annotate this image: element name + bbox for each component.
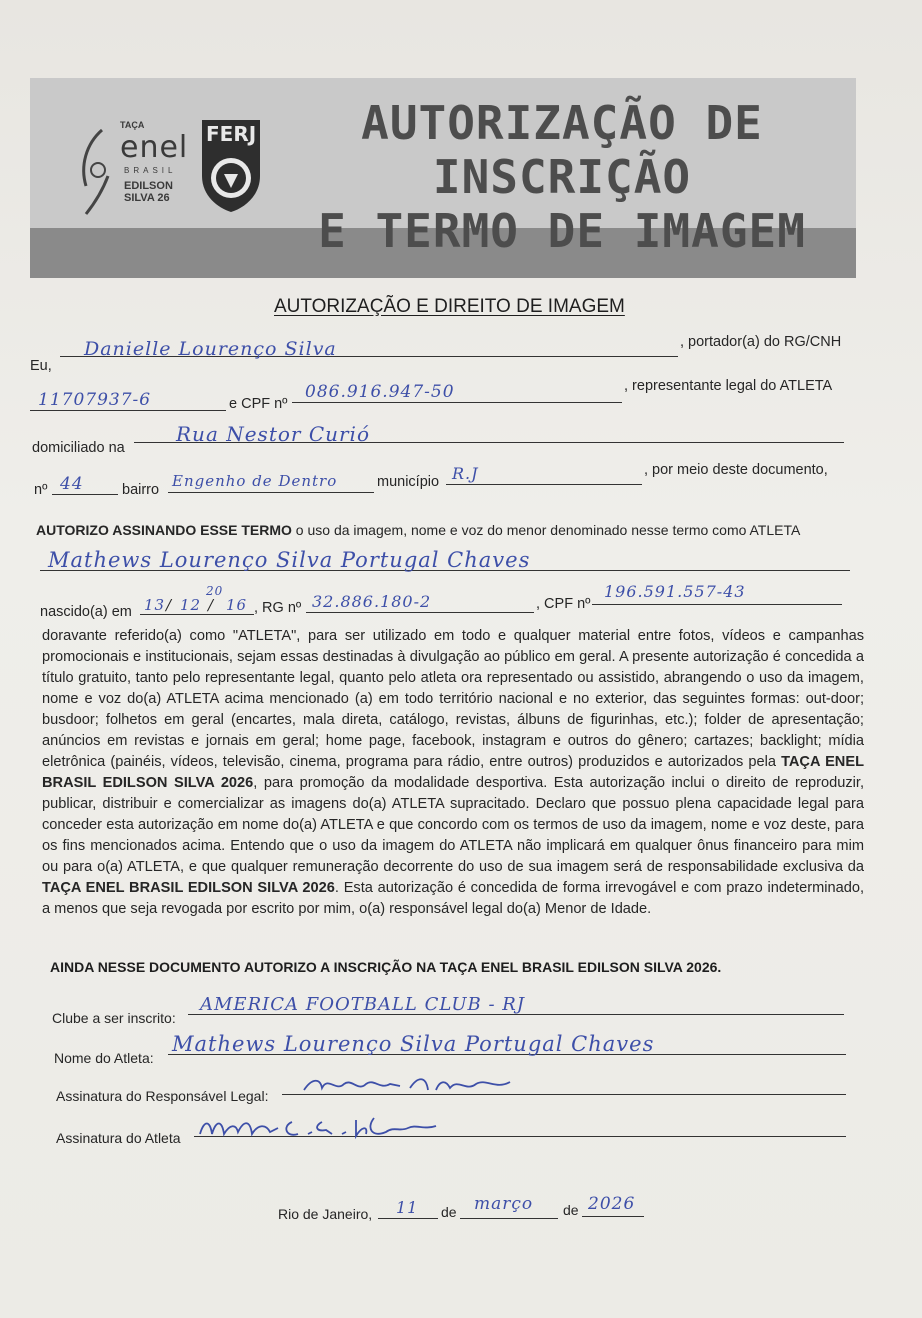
cpf-value: 086.916.947-50 [305,382,455,402]
date-year: 2026 [588,1194,636,1214]
ferj-logo [200,118,262,214]
nome-atleta-value: Mathews Lourenço Silva Portugal Chaves [172,1032,655,1056]
nascimento-year-prefix: 20 [206,584,224,598]
domicilio-label: domiciliado na [32,440,125,456]
date-month: março [474,1194,534,1214]
nascimento-month: 12 [180,596,202,614]
clube-label: Clube a ser inscrito: [52,1010,176,1026]
date-de-2: de [563,1202,579,1218]
logo-taca-text: TAÇA [120,120,145,130]
municipio-label: município [377,474,440,490]
numero-label: nº [34,482,48,498]
clube-value: AMERICA FOOTBALL CLUB - RJ [200,994,526,1015]
section-heading: AUTORIZAÇÃO E DIREITO DE IMAGEM [274,296,625,317]
assinatura-responsavel-label: Assinatura do Responsável Legal: [56,1088,269,1104]
domicilio-value: Rua Nestor Curió [176,422,370,446]
logo-edilson-text: EDILSON SILVA 26 [124,180,173,204]
nome-atleta-label: Nome do Atleta: [54,1050,154,1066]
nascido-label: nascido(a) em [40,604,132,620]
bairro-label: bairro [122,482,160,498]
documento-label: , por meio deste documento, [644,462,828,478]
municipio-value: R.J [452,464,479,483]
rg-label: , portador(a) do RG/CNH [680,334,842,350]
numero-value: 44 [60,474,84,494]
title-line-2: E TERMO DE IMAGEM [318,204,806,258]
taca-enel-logo [72,120,192,220]
inscricao-heading: AINDA NESSE DOCUMENTO AUTORIZO A INSCRIÇÃO NA TAÇA ENEL BRASIL EDILSON SILVA 2026. [50,959,722,975]
bairro-value: Engenho de Dentro [172,472,338,490]
rg-value: 11707937-6 [38,390,152,410]
date-day: 11 [396,1198,419,1217]
eu-value: Danielle Lourenço Silva [84,338,337,360]
atleta-value: Mathews Lourenço Silva Portugal Chaves [48,548,531,572]
autorizo-line: AUTORIZO ASSINANDO ESSE TERMO o uso da imagem, nome e voz do menor denominado nesse termo como ATLETA [36,522,801,538]
slash-2: / [208,596,215,614]
title-line-1: AUTORIZAÇÃO DE INSCRIÇÃO [361,96,763,204]
cpf-label: e CPF nº [229,396,288,412]
representante-label: , representante legal do ATLETA [624,378,833,394]
rg2-label: , RG nº [254,600,302,616]
authorization-body: doravante referido(a) como "ATLETA", para ser utilizado em todo e qualquer material entre fotos, vídeos e campanhas promocionais e institucionais, sejam essas destinadas à divulgação ao público em geral. A presente autorização é concedida a título gratuito, tanto pelo representante legal, quanto pelo atleta ora representado ou assistido, abrangendo o uso da imagem, nome e voz do(a) ATLETA acima mencionado (a) em todo território nacional e no exterior, das seguintes formas: out-door; busdoor; folhetos em geral (encartes, mala direta, catálogo, revistas, álbuns de figurinhas, etc.); folder de apresentação; anúncios em revistas e jornais em geral; home page, facebook, instagram e outros do gênero; cartazes; backlight; mídia eletrônica (painéis, vídeos, televisão, cinema, programa para rádio, entre outros) produzidos e autorizados pela TAÇA ENEL BRASIL EDILSON SILVA 2026, para promoção da modalidade desportiva. Esta autorização inclui o direito de reproduzir, publicar, distribuir e comercializar as imagens do(a) ATLETA supracitado. Declaro que possuo plena capacidade legal para conceder esta autorização em nome do(a) ATLETA e que concordo com os termos de uso da imagem, nome e voz deste, para os fins mencionados acima. Entendo que o uso da imagem do ATLETA não implicará em qualquer ônus financeiro para mim ou para o(a) ATLETA, e que qualquer remuneração decorrente do uso de sua imagem será de responsabilidade exclusiva da TAÇA ENEL BRASIL EDILSON SILVA 2026. Esta autorização é concedida de forma irrevogável e com prazo indeterminado, a menos que seja revogada por escrito por mim, o(a) responsável legal do(a) Menor de Idade. [42,628,865,917]
logo-brasil-text: BRASIL [124,166,177,175]
ferj-logo-text: FERJ [206,122,257,146]
logo-enel-text: enel [120,130,189,165]
header-banner [30,78,856,278]
slash-1: / [166,596,173,614]
date-de-1: de [441,1204,457,1220]
eu-label: Eu, [30,358,52,374]
assinatura-atleta-label: Assinatura do Atleta [56,1130,181,1146]
rg2-value: 32.886.180-2 [312,592,432,611]
cpf2-label: , CPF nº [536,596,591,612]
date-city: Rio de Janeiro, [278,1206,373,1222]
responsavel-signature [300,1072,520,1098]
nascimento-year: 16 [226,596,248,614]
cpf2-value: 196.591.557-43 [604,582,746,601]
document-title [292,96,832,258]
nascimento-day: 13 [144,596,166,614]
atleta-signature [196,1114,446,1142]
